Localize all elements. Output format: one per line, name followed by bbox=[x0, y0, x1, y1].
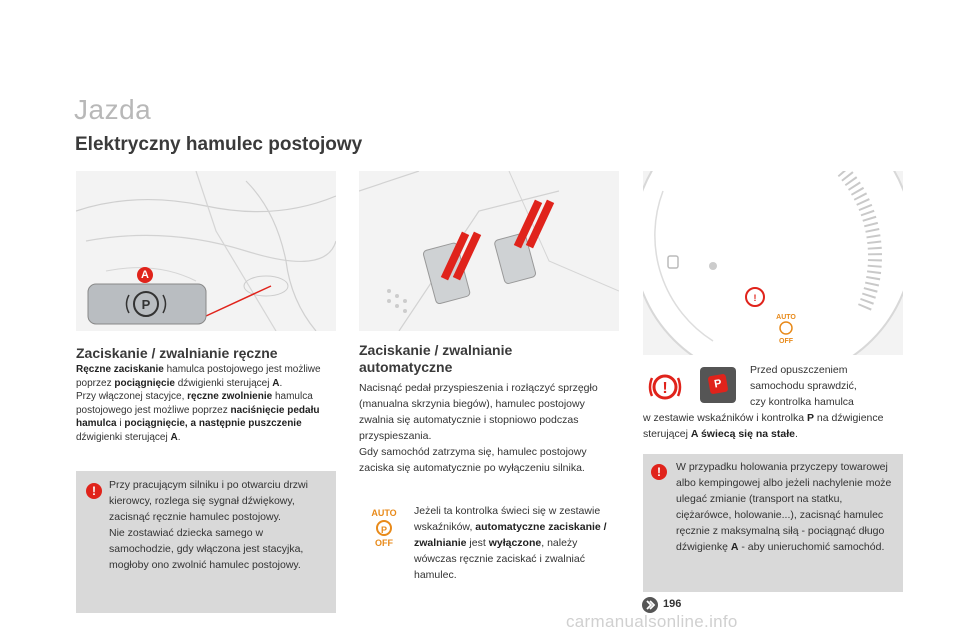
check-text: w zestawie wskaźników i kontrolka P na dźwigience sterującej A świecą się na stałe. bbox=[643, 412, 884, 440]
svg-text:!: ! bbox=[662, 380, 668, 397]
watermark: carmanualsonline.info bbox=[566, 612, 738, 631]
section-manual-text: Ręczne zaciskanie hamulca postojowego jest możliwe poprzez pociągnięcie dźwigienki sterującej A. Przy włączonej stacyjce, ręczne zwolnienie hamulca postojowego jest możliwe poprzez naciśnięcie pedału hamulca i pociągnięcie, a następnie puszczenie dźwigienki sterującej A. bbox=[76, 364, 321, 443]
page-title: Elektryczny hamulec postojowy bbox=[75, 134, 363, 155]
cluster-auto-label: AUTO bbox=[776, 314, 796, 321]
svg-text:!: ! bbox=[753, 293, 757, 303]
manual-warning-text: Przy pracującym silniku i po otwarciu drzwi kierowcy, rozlega się sygnał dźwiękowy, zacisnąć ręcznie hamulec postojowy. Nie zostawiać dziecka samego w samochodzie, gdy włączona jest stacyjka, mogłoby ono zwolnić hamulec postojowy. bbox=[109, 479, 308, 571]
brake-warning-lamp-icon bbox=[647, 370, 683, 404]
warning-icon: ! bbox=[651, 464, 667, 480]
illustration-instrument-cluster bbox=[643, 171, 903, 355]
towing-warning-box bbox=[643, 454, 903, 592]
check-text-top: Przed opuszczeniem samochodu sprawdzić, czy kontrolka hamulca bbox=[750, 364, 857, 408]
illustration-pedals bbox=[359, 171, 619, 331]
illustration-parking-brake-lever bbox=[76, 171, 336, 331]
marker-a: A bbox=[137, 267, 153, 283]
svg-text:P: P bbox=[141, 297, 151, 312]
section-manual-heading: Zaciskanie / zwalnianie ręczne bbox=[76, 345, 278, 361]
manual-warning-box bbox=[76, 471, 336, 613]
auto-off-icon: AUTO P OFF bbox=[371, 508, 397, 548]
towing-warning-text: W przypadku holowania przyczepy towarowej albo kempingowej albo jeżeli nachylenie może ulegać zmianie (transport na statku, ciężarówce, holowanie...), zacisnąć hamulec ręcznie z maksymalną siłą - pociągnąć długo dźwigienkę A - aby unieruchomić samochód. bbox=[676, 461, 892, 553]
chapter-title: Jazda bbox=[74, 94, 152, 125]
lever-p-lamp-icon: P bbox=[700, 367, 736, 403]
page-number: 196 bbox=[663, 598, 682, 610]
section-auto-text: Nacisnąć pedał przyspieszenia i rozłączyć sprzęgło (manualna skrzynia biegów), hamulec postojowy zwalnia się automatycznie i stopniowo podczas przyspieszania. Gdy samochód zatrzyma się, hamulec postojowy zaciska się automatycznie po wyłączeniu silnika. bbox=[359, 382, 598, 474]
section-auto-heading: Zaciskanie / zwalnianie automatyczne bbox=[359, 342, 513, 375]
page-nav-icon[interactable] bbox=[642, 597, 658, 613]
warning-icon: ! bbox=[86, 483, 102, 499]
cluster-off-label: OFF bbox=[779, 338, 793, 345]
auto-note-text: Jeżeli ta kontrolka świeci się w zestawie wskaźników, automatyczne zaciskanie / zwalnianie jest wyłączone, należy wówczas ręcznie zaciskać i zwalniać hamulec. bbox=[414, 505, 607, 581]
